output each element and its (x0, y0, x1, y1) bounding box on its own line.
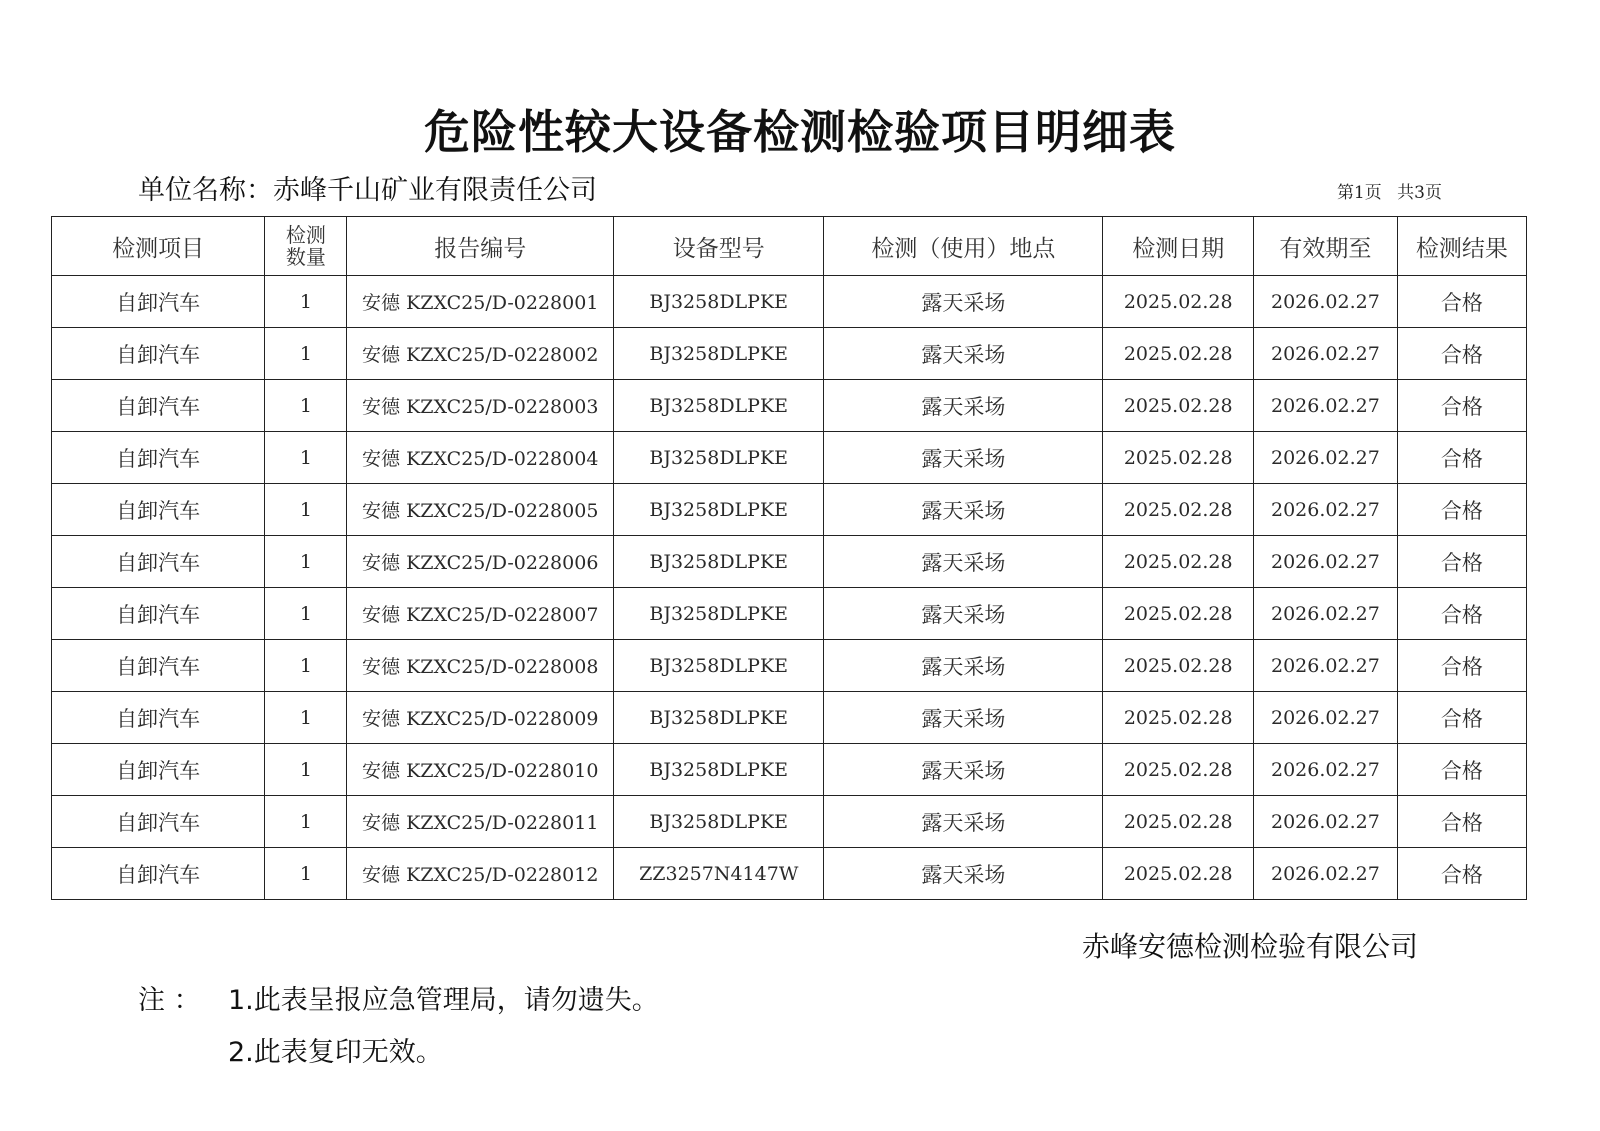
table-row (52, 328, 1527, 380)
cell-model: BJ3258DLPKE (614, 536, 824, 588)
cell-inspection-date: 2025.02.28 (1103, 328, 1254, 380)
table-row (52, 588, 1527, 640)
cell-valid-until: 2026.02.27 (1254, 484, 1398, 536)
cell-result: 合格 (1397, 328, 1526, 380)
header-location: 检测（使用）地点 (824, 217, 1103, 276)
cell-quantity: 1 (265, 328, 347, 380)
cell-inspection-date: 2025.02.28 (1103, 432, 1254, 484)
cell-model: BJ3258DLPKE (614, 692, 824, 744)
header-quantity (265, 217, 347, 276)
header-inspection-date: 检测日期 (1103, 217, 1254, 276)
cell-valid-until: 2026.02.27 (1254, 328, 1398, 380)
note-label: 注 ： (138, 985, 201, 1016)
cell-model: BJ3258DLPKE (614, 744, 824, 796)
cell-result: 合格 (1397, 380, 1526, 432)
cell-report-number: 安德 KZXC25/D-0228011 (347, 796, 614, 848)
cell-location: 露天采场 (824, 640, 1103, 692)
cell-valid-until: 2026.02.27 (1254, 848, 1398, 900)
cell-report-number: 安德 KZXC25/D-0228002 (347, 328, 614, 380)
cell-item: 自卸汽车 (52, 380, 265, 432)
header-quantity-line: 检测 (285, 223, 326, 247)
table-row (52, 536, 1527, 588)
cell-location: 露天采场 (824, 536, 1103, 588)
cell-quantity: 1 (265, 588, 347, 640)
page-total: 共3页 (1397, 183, 1442, 203)
cell-report-number: 安德 KZXC25/D-0228010 (347, 744, 614, 796)
cell-item: 自卸汽车 (52, 276, 265, 328)
cell-model: BJ3258DLPKE (614, 276, 824, 328)
cell-valid-until: 2026.02.27 (1254, 588, 1398, 640)
cell-model: BJ3258DLPKE (614, 484, 824, 536)
table-row (52, 432, 1527, 484)
cell-location: 露天采场 (824, 744, 1103, 796)
page-title: 危险性较大设备检测检验项目明细表 (424, 105, 1176, 159)
header-inspection-item: 检测项目 (52, 217, 265, 276)
cell-inspection-date: 2025.02.28 (1103, 640, 1254, 692)
cell-location: 露天采场 (824, 380, 1103, 432)
cell-item: 自卸汽车 (52, 432, 265, 484)
table-row (52, 796, 1527, 848)
table-row (52, 692, 1527, 744)
cell-inspection-date: 2025.02.28 (1103, 692, 1254, 744)
cell-model: ZZ3257N4147W (614, 848, 824, 900)
cell-valid-until: 2026.02.27 (1254, 692, 1398, 744)
cell-model: BJ3258DLPKE (614, 640, 824, 692)
cell-result: 合格 (1397, 796, 1526, 848)
cell-inspection-date: 2025.02.28 (1103, 380, 1254, 432)
header-report-number: 报告编号 (347, 217, 614, 276)
cell-location: 露天采场 (824, 484, 1103, 536)
cell-quantity: 1 (265, 744, 347, 796)
cell-item: 自卸汽车 (52, 796, 265, 848)
header-valid-until: 有效期至 (1254, 217, 1398, 276)
cell-model: BJ3258DLPKE (614, 796, 824, 848)
cell-valid-until: 2026.02.27 (1254, 796, 1398, 848)
cell-inspection-date: 2025.02.28 (1103, 744, 1254, 796)
cell-valid-until: 2026.02.27 (1254, 640, 1398, 692)
unit-name-line: 单位名称：赤峰千山矿业有限责任公司 (138, 175, 597, 206)
cell-item: 自卸汽车 (52, 588, 265, 640)
cell-quantity: 1 (265, 380, 347, 432)
cell-inspection-date: 2025.02.28 (1103, 536, 1254, 588)
cell-item: 自卸汽车 (52, 692, 265, 744)
table-row (52, 484, 1527, 536)
cell-quantity: 1 (265, 536, 347, 588)
cell-inspection-date: 2025.02.28 (1103, 276, 1254, 328)
table-row (52, 848, 1527, 900)
note-line-2: 2.此表复印无效。 (228, 1037, 443, 1068)
cell-report-number: 安德 KZXC25/D-0228005 (347, 484, 614, 536)
table-row (52, 276, 1527, 328)
table-row (52, 640, 1527, 692)
table-header-row (52, 217, 1527, 276)
cell-location: 露天采场 (824, 328, 1103, 380)
cell-report-number: 安德 KZXC25/D-0228003 (347, 380, 614, 432)
cell-inspection-date: 2025.02.28 (1103, 796, 1254, 848)
cell-result: 合格 (1397, 432, 1526, 484)
cell-valid-until: 2026.02.27 (1254, 276, 1398, 328)
cell-item: 自卸汽车 (52, 484, 265, 536)
page-indicator (1337, 178, 1442, 203)
cell-location: 露天采场 (824, 848, 1103, 900)
cell-quantity: 1 (265, 432, 347, 484)
inspection-company: 赤峰安德检测检验有限公司 (1081, 930, 1418, 963)
cell-valid-until: 2026.02.27 (1254, 432, 1398, 484)
cell-result: 合格 (1397, 692, 1526, 744)
cell-quantity: 1 (265, 848, 347, 900)
table-row (52, 744, 1527, 796)
cell-report-number: 安德 KZXC25/D-0228012 (347, 848, 614, 900)
cell-result: 合格 (1397, 536, 1526, 588)
cell-location: 露天采场 (824, 796, 1103, 848)
cell-item: 自卸汽车 (52, 744, 265, 796)
cell-result: 合格 (1397, 588, 1526, 640)
cell-location: 露天采场 (824, 692, 1103, 744)
cell-quantity: 1 (265, 276, 347, 328)
cell-item: 自卸汽车 (52, 536, 265, 588)
cell-valid-until: 2026.02.27 (1254, 744, 1398, 796)
cell-inspection-date: 2025.02.28 (1103, 848, 1254, 900)
cell-location: 露天采场 (824, 588, 1103, 640)
cell-report-number: 安德 KZXC25/D-0228004 (347, 432, 614, 484)
header-quantity-line: 数量 (285, 245, 326, 269)
cell-item: 自卸汽车 (52, 848, 265, 900)
cell-result: 合格 (1397, 848, 1526, 900)
cell-location: 露天采场 (824, 276, 1103, 328)
cell-model: BJ3258DLPKE (614, 328, 824, 380)
cell-report-number: 安德 KZXC25/D-0228001 (347, 276, 614, 328)
cell-result: 合格 (1397, 484, 1526, 536)
cell-report-number: 安德 KZXC25/D-0228009 (347, 692, 614, 744)
cell-valid-until: 2026.02.27 (1254, 536, 1398, 588)
cell-model: BJ3258DLPKE (614, 380, 824, 432)
cell-inspection-date: 2025.02.28 (1103, 484, 1254, 536)
table-row (52, 380, 1527, 432)
cell-inspection-date: 2025.02.28 (1103, 588, 1254, 640)
cell-quantity: 1 (265, 692, 347, 744)
cell-report-number: 安德 KZXC25/D-0228008 (347, 640, 614, 692)
cell-location: 露天采场 (824, 432, 1103, 484)
cell-result: 合格 (1397, 744, 1526, 796)
cell-quantity: 1 (265, 796, 347, 848)
cell-report-number: 安德 KZXC25/D-0228006 (347, 536, 614, 588)
cell-valid-until: 2026.02.27 (1254, 380, 1398, 432)
cell-result: 合格 (1397, 640, 1526, 692)
cell-result: 合格 (1397, 276, 1526, 328)
inspection-detail-table (51, 216, 1527, 900)
cell-quantity: 1 (265, 484, 347, 536)
cell-quantity: 1 (265, 640, 347, 692)
header-result: 检测结果 (1397, 217, 1526, 276)
note-line-1: 1.此表呈报应急管理局，请勿遗失。 (228, 985, 659, 1016)
cell-item: 自卸汽车 (52, 328, 265, 380)
cell-item: 自卸汽车 (52, 640, 265, 692)
page-current: 第1页 (1336, 183, 1382, 203)
header-equipment-model: 设备型号 (614, 217, 824, 276)
cell-model: BJ3258DLPKE (614, 432, 824, 484)
cell-report-number: 安德 KZXC25/D-0228007 (347, 588, 614, 640)
cell-model: BJ3258DLPKE (614, 588, 824, 640)
